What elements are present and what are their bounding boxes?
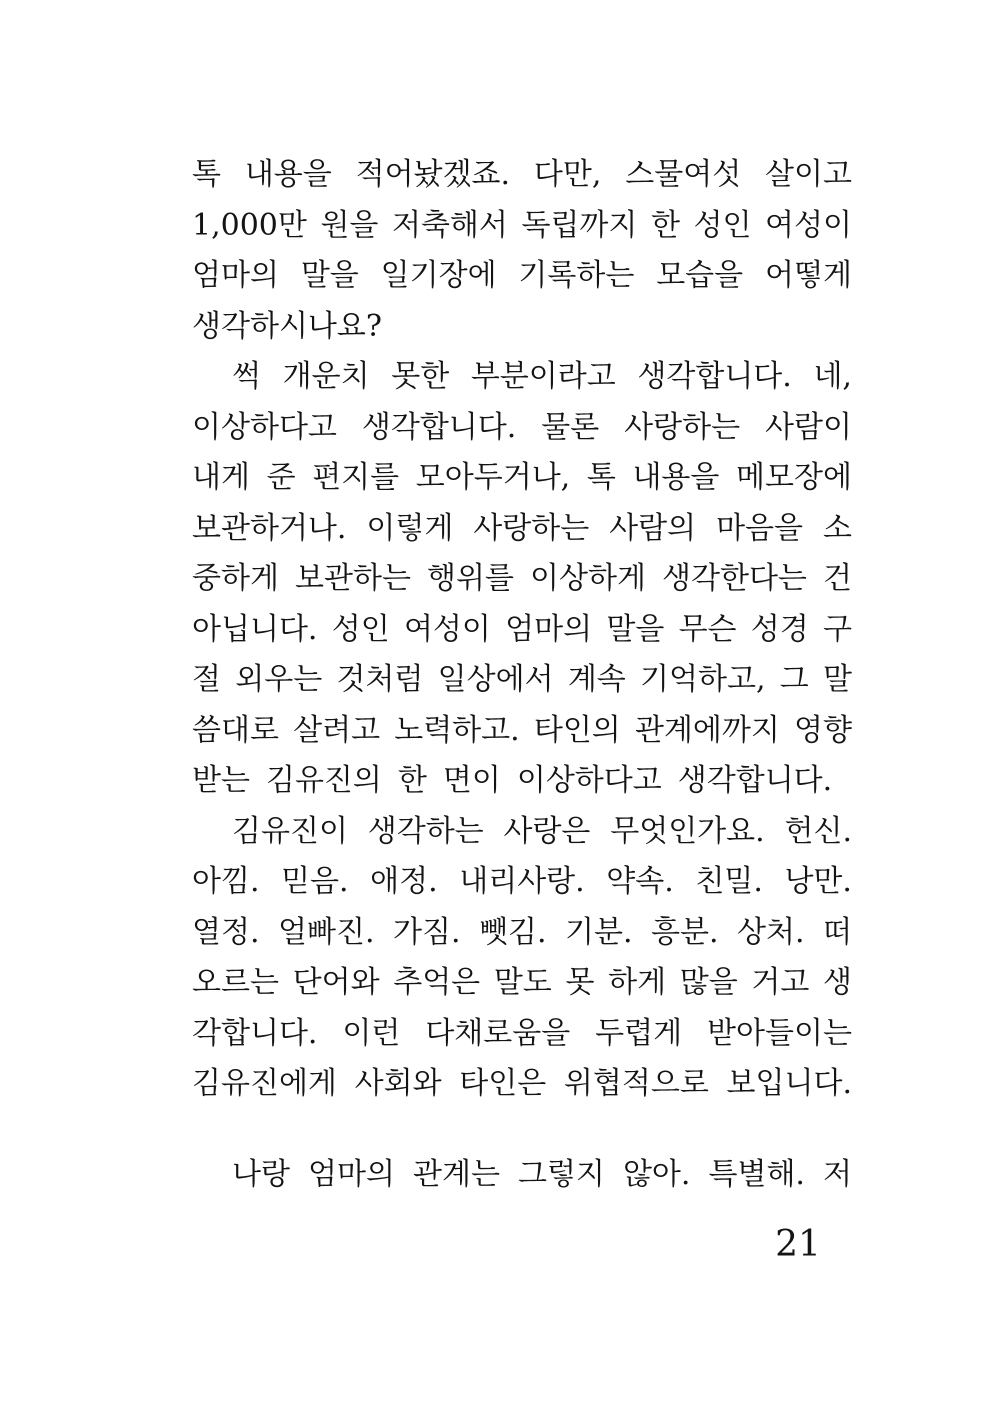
word: 하게 — [608, 965, 667, 1001]
word: 성경 — [750, 611, 809, 647]
text-line — [192, 197, 852, 248]
word: 여성이 — [403, 611, 491, 647]
word: 사람이 — [765, 409, 852, 445]
word: 약속. — [606, 864, 674, 900]
word: 사랑하는 — [624, 409, 741, 445]
word: 원을 — [320, 207, 379, 243]
word: 일기장에 — [380, 258, 497, 294]
word: 다만, — [533, 157, 602, 193]
word: 생각한다는 — [662, 561, 807, 597]
text-line — [192, 803, 852, 854]
word: 저 — [823, 1156, 852, 1192]
word: 외우는 — [235, 662, 323, 698]
word: 이상하다고 — [192, 409, 337, 445]
word: 보관하는 — [295, 561, 411, 597]
word: 생각하는 — [367, 813, 484, 849]
word: 생각하시나요? — [192, 308, 382, 344]
word: 사랑은 — [503, 813, 591, 849]
text-line — [192, 651, 852, 702]
word: 관계에까지 — [634, 712, 780, 748]
word: 성인 — [331, 611, 390, 647]
word: 애정. — [370, 864, 438, 900]
word: 이상하게 — [530, 561, 646, 597]
text-line — [192, 247, 852, 298]
word: 살려고 — [293, 712, 381, 748]
word: 말도 — [493, 965, 552, 1001]
text-line — [192, 1055, 852, 1106]
word: 한 — [650, 207, 680, 243]
word: 위협적으로 — [563, 1066, 709, 1102]
text-line — [192, 853, 852, 904]
word: 거고 — [751, 965, 810, 1001]
word: 상처. — [736, 914, 805, 950]
word: 믿음. — [281, 864, 349, 900]
word: 생각합니다. — [637, 359, 792, 395]
word: 보관하거나. — [192, 510, 347, 546]
word: 아닙니다. — [192, 611, 318, 647]
word: 엄마의 — [192, 258, 279, 294]
word: 말 — [822, 662, 852, 698]
word: 받아들이는 — [707, 1015, 852, 1051]
word: 단어와 — [292, 965, 380, 1001]
word: 무슨 — [678, 611, 737, 647]
word: 말을 — [300, 258, 359, 294]
text-line — [192, 1005, 852, 1056]
word: 여성이 — [765, 207, 852, 243]
word: 살이고 — [765, 157, 852, 193]
word: 부분이라고 — [470, 359, 616, 395]
word: 톡 — [586, 460, 616, 496]
word: 메모장에 — [736, 460, 852, 496]
word: 준 — [266, 460, 296, 496]
text-line — [192, 904, 852, 955]
word: 1,000만 — [192, 207, 307, 243]
word: 행위를 — [427, 561, 514, 597]
word: 기록하는 — [518, 258, 635, 294]
text-line — [192, 449, 852, 500]
word: 김유진의 — [265, 763, 382, 799]
word: 모습을 — [656, 258, 744, 294]
word: 건 — [822, 561, 852, 597]
text-line — [192, 399, 852, 450]
word: 오르는 — [192, 965, 279, 1001]
word: 흥분. — [650, 914, 719, 950]
word: 저축해서 — [391, 207, 508, 243]
word: 헌신. — [784, 813, 852, 849]
word: 내용을 — [632, 460, 720, 496]
word: 생 — [822, 965, 852, 1001]
word: 씀대로 — [192, 712, 279, 748]
word: 친밀. — [695, 864, 763, 900]
word: 한 — [397, 763, 427, 799]
text-line — [192, 550, 852, 601]
word: 물론 — [541, 409, 600, 445]
text-block — [192, 146, 852, 1196]
text-line — [192, 702, 852, 753]
word: 추억은 — [393, 965, 481, 1001]
word: 절 — [192, 662, 221, 698]
word: 스물여섯 — [625, 157, 742, 193]
word: 두렵게 — [595, 1015, 683, 1051]
word: 엄마의 — [505, 611, 593, 647]
word: 계속 — [567, 662, 626, 698]
text-line — [192, 348, 852, 399]
word: 생각합니다. — [677, 763, 833, 799]
word: 소 — [822, 510, 852, 546]
word: 사람의 — [609, 510, 697, 546]
text-line — [192, 146, 852, 197]
word: 구 — [823, 611, 852, 647]
word: 생각합니다. — [361, 409, 517, 445]
word: 가짐. — [392, 914, 461, 950]
word: 기억하고, — [640, 662, 766, 698]
word: 썩 — [232, 359, 261, 395]
word: 각합니다. — [192, 1015, 318, 1051]
text-line — [192, 752, 852, 803]
word: 낭만. — [784, 864, 852, 900]
word: 김유진에게 — [192, 1066, 337, 1102]
word: 내게 — [192, 460, 250, 496]
word: 중하게 — [192, 561, 279, 597]
word: 다채로움을 — [425, 1015, 571, 1051]
word: 보입니다. — [726, 1066, 852, 1102]
word: 적어놨겠죠. — [355, 157, 511, 193]
word: 그 — [779, 662, 809, 698]
word: 김유진이 — [232, 813, 348, 849]
word: 얼빠진. — [278, 914, 375, 950]
word: 영향 — [794, 712, 852, 748]
word: 톡 — [192, 157, 221, 193]
text-line — [192, 954, 852, 1005]
word: 엄마의 — [308, 1156, 395, 1192]
word: 노력하고. — [394, 712, 520, 748]
word: 내리사랑. — [459, 864, 585, 900]
word: 독립까지 — [521, 207, 638, 243]
text-line — [192, 1146, 852, 1197]
paragraph-gap — [192, 1106, 852, 1146]
word: 많을 — [679, 965, 738, 1001]
word: 그렇지 — [517, 1156, 605, 1192]
word: 떠 — [822, 914, 852, 950]
word: 일상에서 — [437, 662, 554, 698]
word: 이런 — [342, 1015, 401, 1051]
word: 어떻게 — [765, 258, 852, 294]
word: 개운치 — [282, 359, 370, 395]
word: 것처럼 — [336, 662, 424, 698]
word: 못 — [565, 965, 595, 1001]
word: 타인의 — [533, 712, 621, 748]
word: 아낌. — [192, 864, 260, 900]
word: 뺏김. — [478, 914, 547, 950]
word: 모아두거나, — [415, 460, 571, 496]
word: 관계는 — [412, 1156, 500, 1192]
word: 성인 — [693, 207, 752, 243]
text-line — [192, 601, 852, 652]
word: 이상하다고 — [516, 763, 662, 799]
word: 내용을 — [244, 157, 332, 193]
word: 네, — [813, 359, 852, 395]
word: 받는 — [192, 763, 250, 799]
word: 나랑 — [232, 1156, 290, 1192]
text-line — [192, 500, 852, 551]
word: 기분. — [564, 914, 633, 950]
page-number: 21 — [775, 1224, 821, 1265]
word: 이렇게 — [366, 510, 454, 546]
word: 사랑하는 — [473, 510, 590, 546]
word: 면이 — [442, 763, 501, 799]
text-line — [192, 298, 852, 349]
word: 무엇인가요. — [610, 813, 765, 849]
word: 말을 — [606, 611, 665, 647]
word: 사회와 — [354, 1066, 442, 1102]
word: 타인은 — [459, 1066, 547, 1102]
word: 마음을 — [716, 510, 804, 546]
word: 편지를 — [312, 460, 400, 496]
word: 않아. — [622, 1156, 691, 1192]
word: 못한 — [391, 359, 450, 395]
word: 열정. — [192, 914, 260, 950]
word: 특별해. — [708, 1156, 805, 1192]
